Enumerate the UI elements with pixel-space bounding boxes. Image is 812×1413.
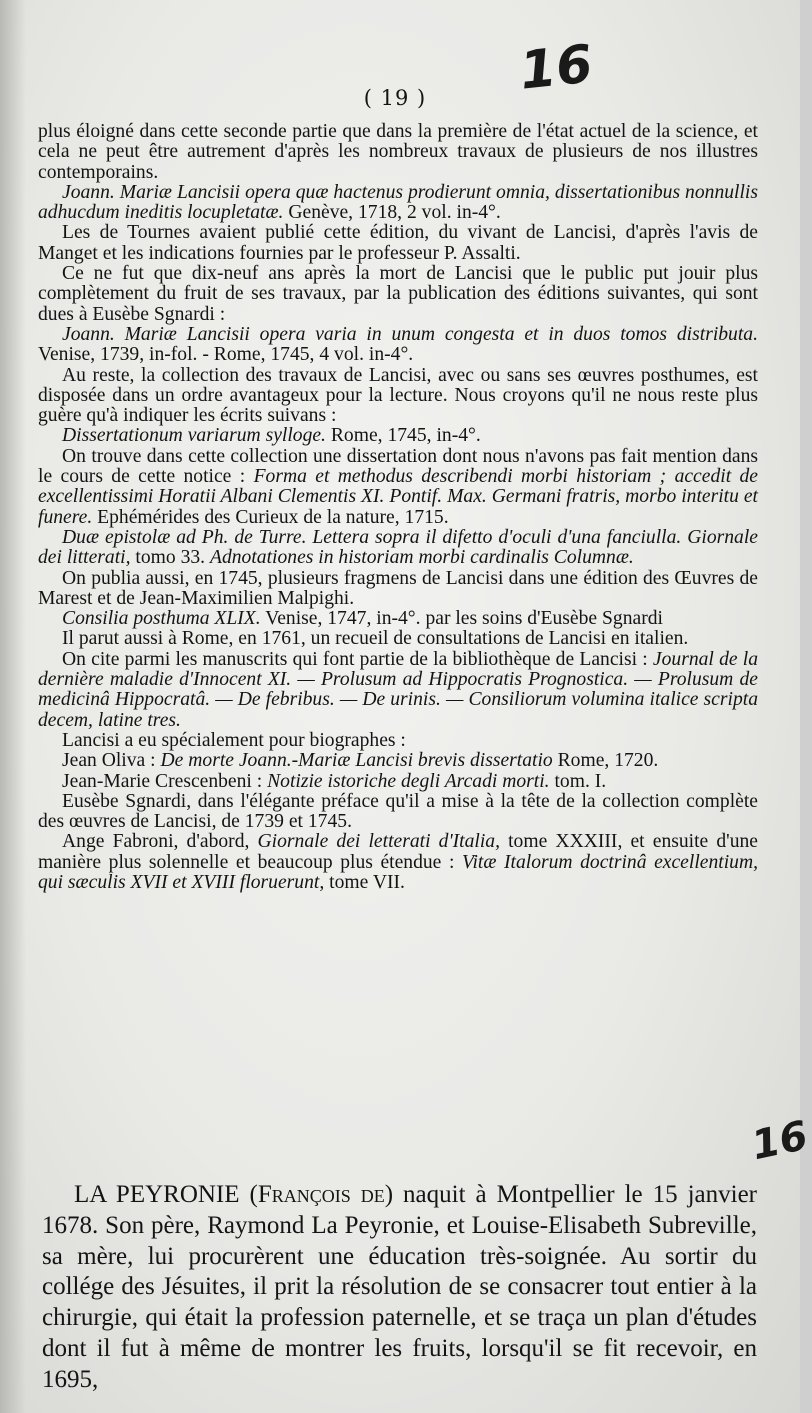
note-text: Eusèbe Sgnardi, dans l'élégante préface qu'il a mise à la tête de la collection complète des œuvres de Lancisi, de 1739 et 1745. <box>38 790 758 833</box>
note-text: Ce ne fut que dix-neuf ans après la mort de Lancisi que le public put jouir plus complètement du fruit de ses travaux, par la publication des éditions suivantes, qui sont dues à Eusèbe Sgnardi : <box>38 263 758 325</box>
note-text: Les de Tournes avaient publié cette édition, du vivant de Lancisi, d'après l'avis de Manget et les indications fournies par le professeur P. Assalti. <box>38 222 758 264</box>
note-text: On publia aussi, en 1745, plusieurs fragmens de Lancisi dans une édition des Œuvres de Marest et de Jean-Maximilien Malpighi. <box>38 567 758 609</box>
note-text: tome VII. <box>324 871 405 893</box>
note-paragraph <box>38 629 758 649</box>
note-paragraph <box>38 426 758 446</box>
note-title-italic: Adnotationes in historiam morbi cardinalis Columnæ. <box>209 547 634 569</box>
note-text: On cite parmi les manuscrits qui font partie de la bibliothèque de Lancisi : <box>62 648 653 670</box>
note-paragraph <box>38 731 758 751</box>
note-paragraph <box>38 528 758 569</box>
note-text: Au reste, la collection des travaux de Lancisi, avec ou sans ses œuvres posthumes, est disposée dans un ordre avantageux pour la lecture. Nous croyons qu'il ne nous reste plus guère qu'à indiquer les écrits suivans : <box>38 364 758 427</box>
note-title-italic: Notizie istoriche degli Arcadi morti. <box>267 770 550 792</box>
note-title-italic: Vitæ Italorum doctrinâ excellentium, qui sæculis XVII et XVIII floruerunt, <box>38 851 758 893</box>
note-text: Venise, 1747, in-4°. par les soins d'Eusèbe Sgnardi <box>260 608 663 630</box>
note-paragraph <box>38 792 758 833</box>
biography-name: LA PEYRONIE <box>74 1181 240 1208</box>
biography-forename: (François de) <box>249 1181 394 1208</box>
note-title-italic: Forma et methodus describendi morbi historiam ; accedit de excellentissimi Horatii Albani Clementis XI. Pontif. Max. Germani fratris, morbo interitu et funere. <box>38 466 758 528</box>
note-text: Ephémérides des Curieux de la nature, 1715. <box>92 506 449 528</box>
note-paragraph <box>38 183 758 224</box>
note-paragraph <box>38 609 758 629</box>
note-text: Lancisi a eu spécialement pour biographes : <box>62 729 406 751</box>
note-paragraph <box>38 832 758 893</box>
note-title-italic: Journal de la dernière maladie d'Innocent XI. — Prolusum ad Hippocratis Prognostica. — Prolusum de medicinâ Hippocratâ. — De febribus. — De urinis. — Consiliorum volumina italice scripta decem, latine tres. <box>38 648 759 731</box>
note-paragraph <box>38 447 758 528</box>
biography-text: naquit à Montpellier le 15 janvier 1678. Son père, Raymond La Peyronie, et Louise-Elisabeth Subreville, sa mère, lui procurèrent une éducation très-soignée. Au sortir du collége des Jésuites, il prit la résolution de se consacrer tout entier à la chirurgie, qui était la profession paternelle, et se traça un plan d'études dont il fut à même de montrer les fruits, lorsqu'il se fit recevoir, en 1695, <box>42 1181 758 1393</box>
bibliography-notes <box>38 122 758 893</box>
note-text: Jean-Marie Crescenbeni : <box>62 770 268 792</box>
note-paragraph <box>38 569 758 610</box>
note-text: plus éloigné dans cette seconde partie que dans la première de l'état actuel de la science, et cela ne peut être autrement d'après les nombreux travaux de plusieurs de nos illustres contemporains. <box>38 121 758 183</box>
note-title-italic: Joann. Mariæ Lancisii opera quæ hactenus prodierunt omnia, dissertationibus nonnullis adhucdum ineditis locupletatæ. <box>38 181 758 224</box>
note-paragraph <box>38 223 758 264</box>
note-text: tome XXXIII, et ensuite d'une manière plus solennelle et beaucoup plus étendue : <box>38 831 758 873</box>
note-title-italic: Consilia posthuma XLIX. <box>62 608 261 630</box>
handwritten-number-margin: 16 <box>747 1112 812 1170</box>
note-title-italic: Joann. Mariæ Lancisii opera varia in unum congesta et in duos tomos distributa. <box>62 323 758 345</box>
note-paragraph <box>38 751 758 771</box>
note-title-italic: Duæ epistolæ ad Ph. de Turre. Lettera sopra il difetto d'oculi d'una fanciulla. Giornale dei litterati, <box>38 526 758 569</box>
note-text: Venise, 1739, in-fol. - Rome, 1745, 4 vol. in-4°. <box>38 344 414 366</box>
note-title-italic: De morte Joann.-Mariæ Lancisi brevis dissertatio <box>160 750 553 772</box>
note-text: On trouve dans cette collection une dissertation dont nous n'avons pas fait mention dans le cours de cette notice : <box>38 445 758 488</box>
note-paragraph <box>38 264 758 325</box>
note-paragraph <box>38 366 758 427</box>
note-text: Rome, 1745, in-4°. <box>325 425 481 447</box>
note-text: Jean Oliva : <box>62 750 161 772</box>
page-number: ( 19 ) <box>363 86 427 110</box>
note-paragraph <box>38 772 758 792</box>
note-paragraph <box>38 650 758 731</box>
note-text: Ange Fabroni, d'abord, <box>62 831 258 853</box>
biography-paragraph <box>42 1180 757 1396</box>
note-text: Rome, 1720. <box>552 750 659 772</box>
note-text: Genève, 1718, 2 vol. in-4°. <box>283 202 501 224</box>
biography-entry <box>42 1180 757 1396</box>
note-title-italic: Giornale dei letterati d'Italia, <box>257 831 500 853</box>
note-text: tom. I. <box>549 770 607 792</box>
page-gutter-shadow <box>0 0 26 1413</box>
note-paragraph <box>38 122 758 183</box>
note-text: tomo 33. <box>130 547 210 569</box>
handwritten-number-top: 16 <box>517 34 596 102</box>
note-title-italic: Dissertationum variarum sylloge. <box>62 425 326 447</box>
note-paragraph <box>38 325 758 366</box>
note-text: Il parut aussi à Rome, en 1761, un recueil de consultations de Lancisi en italien. <box>62 628 689 650</box>
